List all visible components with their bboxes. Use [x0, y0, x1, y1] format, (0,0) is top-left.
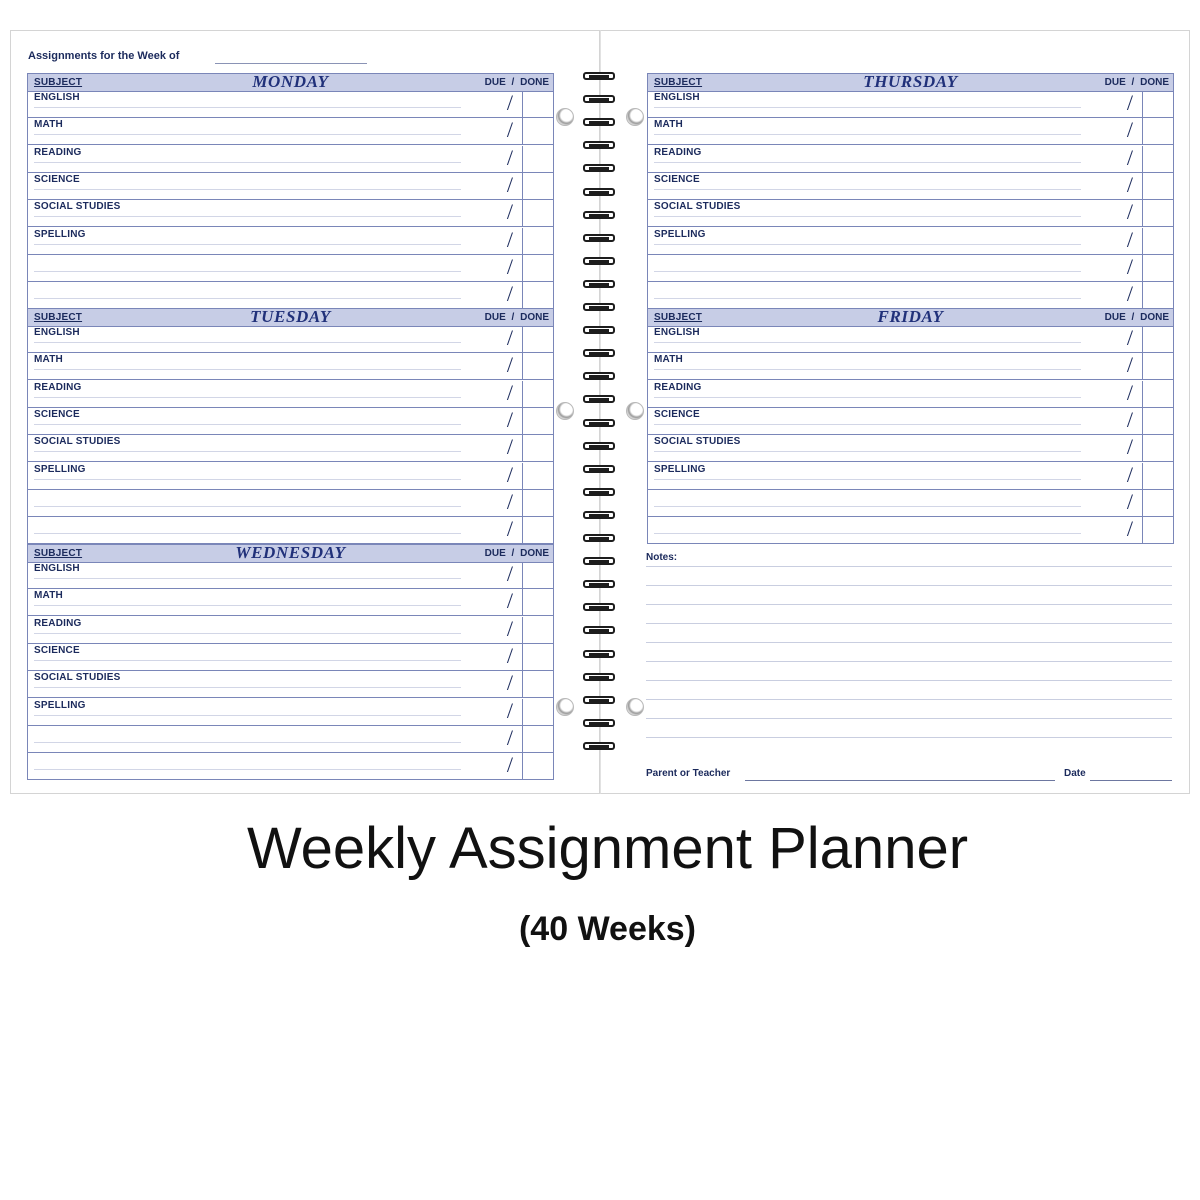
week-of-label: Assignments for the Week of [28, 50, 180, 62]
notes-line [646, 604, 1172, 605]
due-done-slash: / [1126, 434, 1133, 460]
caption-subtitle: (40 Weeks) [518, 910, 697, 948]
due-done-slash: / [1126, 253, 1133, 279]
writing-line [654, 244, 1081, 245]
day-header [28, 74, 553, 92]
day-title: THURSDAY [863, 72, 958, 91]
day-title: MONDAY [252, 72, 329, 91]
due-done-divider [1142, 200, 1143, 226]
due-done-divider [522, 228, 523, 254]
subject-label: SOCIAL STUDIES [34, 436, 121, 448]
due-done-divider [1142, 228, 1143, 254]
due-done-divider [1142, 408, 1143, 434]
assignment-row[interactable] [28, 173, 553, 200]
assignment-row[interactable] [648, 200, 1173, 227]
spiral-coil [583, 372, 617, 382]
spiral-coil [583, 211, 617, 221]
assignment-row[interactable] [28, 644, 553, 671]
writing-line [654, 533, 1081, 534]
subject-label: READING [654, 381, 702, 393]
due-done-slash: / [506, 642, 513, 668]
writing-line [654, 342, 1081, 343]
binder-hole [556, 108, 574, 126]
due-done-slash: / [1126, 199, 1133, 225]
due-done-column-header: DUE / DONE [484, 548, 549, 559]
subject-label: READING [34, 617, 82, 629]
writing-line [34, 533, 461, 534]
writing-line [654, 397, 1081, 398]
due-done-divider [522, 726, 523, 752]
assignment-row[interactable] [28, 671, 553, 698]
spiral-coil [583, 534, 617, 544]
writing-line [654, 216, 1081, 217]
day-title: FRIDAY [877, 307, 944, 326]
spiral-coil [583, 72, 617, 82]
subject-label: SPELLING [34, 463, 86, 475]
assignment-row[interactable] [648, 91, 1173, 118]
writing-line [34, 397, 461, 398]
writing-line [654, 134, 1081, 135]
assignment-row[interactable] [28, 699, 553, 726]
subject-column-header: SUBJECT [34, 312, 83, 323]
spiral-coil [583, 164, 617, 174]
due-done-slash: / [1126, 144, 1133, 170]
subject-label: MATH [654, 354, 683, 366]
due-done-slash: / [1126, 117, 1133, 143]
writing-line [34, 134, 461, 135]
writing-line [34, 271, 461, 272]
due-done-slash: / [506, 90, 513, 115]
assignment-row[interactable] [28, 435, 553, 462]
due-done-slash: / [506, 325, 513, 350]
due-done-divider [522, 408, 523, 434]
notes-line [646, 737, 1172, 738]
subject-label: SPELLING [654, 228, 706, 240]
writing-line [654, 271, 1081, 272]
subject-label: SPELLING [34, 699, 86, 711]
notes-line [646, 718, 1172, 719]
due-done-slash: / [1126, 461, 1133, 487]
writing-line [654, 451, 1081, 452]
assignment-row[interactable] [28, 118, 553, 145]
assignment-row[interactable] [28, 381, 553, 408]
writing-line [34, 660, 461, 661]
spiral-coil [583, 488, 617, 498]
due-done-divider [522, 255, 523, 281]
day-section-friday [647, 308, 1174, 544]
due-done-divider [522, 381, 523, 407]
spiral-coil [583, 234, 617, 244]
spiral-coil [583, 696, 617, 706]
spiral-coil [583, 395, 617, 405]
due-done-divider [522, 589, 523, 615]
spiral-coil [583, 95, 617, 105]
notes-line [646, 642, 1172, 643]
day-section-wednesday [27, 544, 554, 780]
writing-line [654, 369, 1081, 370]
day-section-thursday [647, 73, 1174, 309]
assignment-row[interactable] [28, 753, 553, 780]
assignment-row[interactable] [28, 91, 553, 118]
spiral-coil [583, 257, 617, 267]
spiral-coil [583, 511, 617, 521]
writing-line [34, 298, 461, 299]
subject-label: SCIENCE [34, 408, 80, 420]
due-done-column-header: DUE / DONE [1104, 77, 1169, 88]
spiral-coil [583, 118, 617, 128]
subject-label: SCIENCE [34, 173, 80, 185]
spiral-coil [583, 419, 617, 429]
due-done-slash: / [506, 352, 513, 378]
due-done-divider [522, 671, 523, 697]
subject-label: SOCIAL STUDIES [654, 436, 741, 448]
due-done-divider [522, 282, 523, 308]
binder-hole [556, 698, 574, 716]
subject-label: ENGLISH [34, 563, 80, 574]
subject-label: MATH [34, 590, 63, 602]
writing-line [34, 342, 461, 343]
day-header [28, 545, 553, 563]
writing-line [34, 216, 461, 217]
assignment-row[interactable] [648, 228, 1173, 255]
subject-label: READING [34, 146, 82, 158]
notes-line [646, 566, 1172, 567]
spiral-coil [583, 442, 617, 452]
spiral-coil [583, 188, 617, 198]
assignment-row[interactable] [648, 353, 1173, 380]
assignment-row[interactable] [28, 146, 553, 173]
assignment-row[interactable] [648, 173, 1173, 200]
due-done-divider [1142, 326, 1143, 352]
subject-label: ENGLISH [654, 327, 700, 338]
week-of-line [215, 63, 367, 64]
notes-line [646, 623, 1172, 624]
due-done-slash: / [1126, 379, 1133, 405]
due-done-column-header: DUE / DONE [484, 312, 549, 323]
spiral-coil [583, 603, 617, 613]
assignment-row[interactable] [648, 146, 1173, 173]
due-done-slash: / [1126, 226, 1133, 252]
writing-line [654, 189, 1081, 190]
caption-title: Weekly Assignment Planner [246, 816, 969, 881]
assignment-row[interactable] [648, 326, 1173, 353]
date-label: Date [1064, 768, 1086, 779]
day-title: TUESDAY [250, 307, 331, 326]
assignment-row[interactable] [28, 617, 553, 644]
assignment-row[interactable] [648, 282, 1173, 309]
spiral-coil [583, 719, 617, 729]
subject-label: SCIENCE [654, 408, 700, 420]
writing-line [34, 162, 461, 163]
subject-label: SOCIAL STUDIES [34, 672, 121, 684]
due-done-slash: / [506, 281, 513, 307]
assignment-row[interactable] [28, 726, 553, 753]
due-done-divider [522, 490, 523, 516]
due-done-divider [522, 353, 523, 379]
notes-line [646, 699, 1172, 700]
spiral-coil [583, 303, 617, 313]
subject-column-header: SUBJECT [654, 312, 703, 323]
spiral-coil [583, 626, 617, 636]
due-done-slash: / [1126, 352, 1133, 378]
due-done-divider [1142, 353, 1143, 379]
due-done-divider [522, 146, 523, 172]
due-done-slash: / [506, 752, 513, 778]
subject-label: READING [34, 381, 82, 393]
due-done-slash: / [506, 561, 513, 586]
subject-label: ENGLISH [654, 92, 700, 103]
due-done-slash: / [1126, 281, 1133, 307]
subject-label: MATH [34, 119, 63, 131]
due-done-slash: / [506, 199, 513, 225]
assignment-row[interactable] [28, 255, 553, 282]
subject-label: ENGLISH [34, 92, 80, 103]
spiral-coil [583, 557, 617, 567]
writing-line [34, 506, 461, 507]
assignment-row[interactable] [28, 589, 553, 616]
writing-line [34, 244, 461, 245]
assignment-row[interactable] [648, 255, 1173, 282]
writing-line [654, 506, 1081, 507]
due-done-slash: / [506, 488, 513, 514]
subject-label: MATH [654, 119, 683, 131]
spiral-coil [583, 673, 617, 683]
due-done-divider [1142, 381, 1143, 407]
due-done-divider [522, 562, 523, 588]
due-done-slash: / [506, 117, 513, 143]
writing-line [654, 107, 1081, 108]
writing-line [34, 715, 461, 716]
writing-line [654, 479, 1081, 480]
writing-line [34, 769, 461, 770]
writing-line [34, 605, 461, 606]
due-done-column-header: DUE / DONE [1104, 312, 1169, 323]
day-header [648, 74, 1173, 92]
signature-line [745, 780, 1055, 781]
due-done-slash: / [506, 406, 513, 432]
assignment-row[interactable] [28, 408, 553, 435]
assignment-row[interactable] [648, 381, 1173, 408]
subject-column-header: SUBJECT [34, 548, 83, 559]
writing-line [34, 742, 461, 743]
spiral-coil [583, 465, 617, 475]
spiral-coil [583, 326, 617, 336]
due-done-divider [522, 91, 523, 117]
writing-line [34, 687, 461, 688]
subject-label: SOCIAL STUDIES [34, 201, 121, 213]
writing-line [34, 424, 461, 425]
notes-line [646, 585, 1172, 586]
spiral-coil [583, 650, 617, 660]
assignment-row[interactable] [28, 463, 553, 490]
due-done-slash: / [1126, 488, 1133, 514]
due-done-slash: / [506, 516, 513, 542]
due-done-divider [522, 517, 523, 543]
due-done-divider [522, 617, 523, 643]
notes-line [646, 680, 1172, 681]
due-done-slash: / [506, 226, 513, 252]
spiral-coil [583, 742, 617, 752]
subject-label: READING [654, 146, 702, 158]
writing-line [34, 451, 461, 452]
spiral-coil [583, 141, 617, 151]
assignment-row[interactable] [28, 326, 553, 353]
writing-line [34, 189, 461, 190]
due-done-divider [1142, 255, 1143, 281]
due-done-column-header: DUE / DONE [484, 77, 549, 88]
subject-label: SCIENCE [654, 173, 700, 185]
due-done-slash: / [506, 670, 513, 696]
assignment-row[interactable] [28, 490, 553, 517]
notes-line [646, 661, 1172, 662]
date-line [1090, 780, 1172, 781]
due-done-slash: / [506, 461, 513, 487]
due-done-slash: / [506, 724, 513, 750]
due-done-slash: / [1126, 90, 1133, 115]
assignment-row[interactable] [28, 353, 553, 380]
due-done-slash: / [506, 253, 513, 279]
due-done-slash: / [1126, 325, 1133, 350]
day-title: WEDNESDAY [235, 543, 346, 562]
day-header [28, 309, 553, 327]
due-done-divider [522, 435, 523, 461]
subject-column-header: SUBJECT [654, 77, 703, 88]
binder-hole [556, 402, 574, 420]
due-done-divider [1142, 517, 1143, 543]
due-done-slash: / [1126, 406, 1133, 432]
binder-hole [626, 108, 644, 126]
due-done-divider [522, 173, 523, 199]
writing-line [654, 298, 1081, 299]
assignment-row[interactable] [648, 408, 1173, 435]
subject-label: MATH [34, 354, 63, 366]
assignment-row[interactable] [648, 463, 1173, 490]
notes-label: Notes: [646, 552, 678, 563]
due-done-slash: / [506, 615, 513, 641]
signature-label: Parent or Teacher [646, 768, 731, 779]
assignment-row[interactable] [648, 435, 1173, 462]
binder-hole [626, 698, 644, 716]
assignment-row[interactable] [28, 200, 553, 227]
due-done-divider [1142, 282, 1143, 308]
assignment-row[interactable] [28, 562, 553, 589]
due-done-divider [522, 200, 523, 226]
due-done-divider [522, 463, 523, 489]
due-done-slash: / [506, 434, 513, 460]
subject-column-header: SUBJECT [34, 77, 83, 88]
due-done-divider [522, 753, 523, 779]
assignment-row[interactable] [648, 517, 1173, 544]
due-done-slash: / [506, 588, 513, 614]
spiral-coil [583, 280, 617, 290]
due-done-divider [522, 326, 523, 352]
subject-label: SPELLING [34, 228, 86, 240]
due-done-divider [1142, 173, 1143, 199]
writing-line [654, 162, 1081, 163]
writing-line [654, 424, 1081, 425]
writing-line [34, 479, 461, 480]
due-done-divider [522, 118, 523, 144]
due-done-divider [1142, 463, 1143, 489]
subject-label: SPELLING [654, 463, 706, 475]
subject-label: ENGLISH [34, 327, 80, 338]
assignment-row[interactable] [28, 517, 553, 544]
due-done-slash: / [506, 379, 513, 405]
due-done-divider [1142, 435, 1143, 461]
assignment-row[interactable] [648, 490, 1173, 517]
assignment-row[interactable] [648, 118, 1173, 145]
due-done-divider [1142, 146, 1143, 172]
due-done-slash: / [506, 144, 513, 170]
due-done-divider [522, 644, 523, 670]
writing-line [34, 107, 461, 108]
due-done-slash: / [1126, 516, 1133, 542]
day-section-monday [27, 73, 554, 309]
assignment-row[interactable] [28, 228, 553, 255]
due-done-divider [1142, 490, 1143, 516]
assignment-row[interactable] [28, 282, 553, 309]
binder-hole [626, 402, 644, 420]
spiral-coil [583, 580, 617, 590]
due-done-divider [1142, 91, 1143, 117]
writing-line [34, 578, 461, 579]
subject-label: SOCIAL STUDIES [654, 201, 741, 213]
due-done-slash: / [506, 697, 513, 723]
due-done-divider [1142, 118, 1143, 144]
day-section-tuesday [27, 308, 554, 544]
writing-line [34, 369, 461, 370]
writing-line [34, 633, 461, 634]
due-done-slash: / [506, 171, 513, 197]
day-header [648, 309, 1173, 327]
spiral-coil [583, 349, 617, 359]
subject-label: SCIENCE [34, 644, 80, 656]
due-done-divider [522, 699, 523, 725]
due-done-slash: / [1126, 171, 1133, 197]
